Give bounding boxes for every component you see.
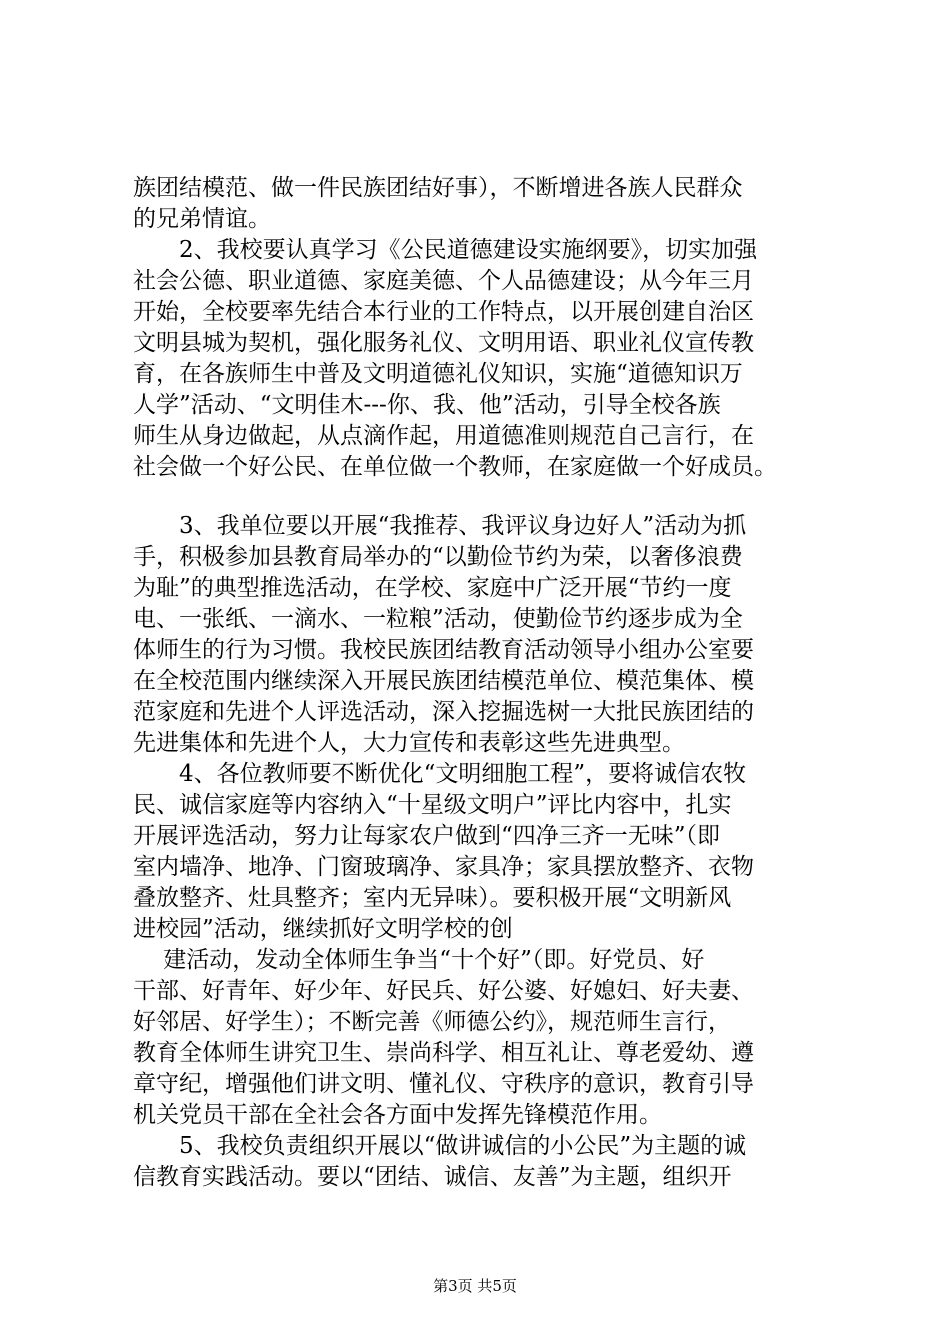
text-line: 叠放整齐、灶具整齐；室内无异味）。要积极开展“文明新风	[133, 885, 732, 911]
text-line: 社会公德、职业道德、家庭美德、个人品德建设；从今年三月	[133, 268, 754, 294]
text-line: 人学”活动、“文明佳木---你、我、他”活动，引导全校各族	[133, 392, 721, 418]
text-line: 先进集体和先进个人，大力宣传和表彰这些先进典型。	[133, 730, 685, 756]
text-line: 章守纪，增强他们讲文明、懂礼仪、守秩序的意识，教育引导	[133, 1071, 754, 1097]
text-line: 手，积极参加县教育局举办的“以勤俭节约为荣，以奢侈浪费	[133, 544, 743, 570]
text-line: 师生从身边做起，从点滴作起，用道德准则规范自己言行，在	[133, 423, 754, 449]
text-line: 育，在各族师生中普及文明道德礼仪知识，实施“道德知识万	[133, 361, 743, 387]
text-line: 4、各位教师要不断优化“文明细胞工程”，要将诚信农牧	[133, 761, 747, 787]
paragraph-break	[133, 483, 833, 511]
document-body	[133, 173, 833, 1193]
text-line: 民、诚信家庭等内容纳入“十星级文明户”评比内容中，扎实	[133, 792, 732, 818]
text-line: 开始，全校要率先结合本行业的工作特点，以开展创建自治区	[133, 299, 754, 325]
text-line: 信教育实践活动。要以“团结、诚信、友善”为主题，组织开	[133, 1164, 732, 1190]
text-line: 的兄弟情谊。	[133, 206, 271, 232]
text-line: 在全校范围内继续深入开展民族团结模范单位、模范集体、模	[133, 668, 754, 694]
text-line: 族团结模范、做一件民族团结好事），不断增进各族人民群众	[133, 175, 743, 201]
text-line: 5、我校负责组织开展以“做讲诚信的小公民”为主题的诚	[133, 1133, 747, 1159]
text-line: 范家庭和先进个人评选活动，深入挖掘选树一大批民族团结的	[133, 699, 754, 725]
text-line: 建活动，发动全体师生争当“十个好”（即。好党员、好	[133, 947, 705, 973]
text-line: 社会做一个好公民、在单位做一个教师，在家庭做一个好成员。	[133, 454, 777, 480]
text-line: 室内墙净、地净、门窗玻璃净、家具净；家具摆放整齐、衣物	[133, 854, 754, 880]
text-line: 体师生的行为习惯。我校民族团结教育活动领导小组办公室要	[133, 637, 754, 663]
text-line: 开展评选活动，努力让每家农户做到“四净三齐一无味”（即	[133, 823, 721, 849]
page-number-footer: 第3页 共5页	[433, 1277, 517, 1295]
text-line: 为耻”的典型推选活动，在学校、家庭中广泛开展“节约一度	[133, 575, 732, 601]
text-line: 好邻居、好学生）；不断完善《师德公约》，规范师生言行，	[133, 1009, 731, 1035]
text-line: 2、我校要认真学习《公民道德建设实施纲要》，切实加强	[133, 237, 758, 263]
text-line: 教育全体师生讲究卫生、崇尚科学、相互礼让、尊老爱幼、遵	[133, 1040, 754, 1066]
text-line: 进校园”活动，继续抓好文明学校的创	[133, 916, 513, 942]
text-line: 干部、好青年、好少年、好民兵、好公婆、好媳妇、好夫妻、	[133, 978, 754, 1004]
text-line: 机关党员干部在全社会各方面中发挥先锋模范作用。	[133, 1102, 662, 1128]
text-line: 3、我单位要以开展“我推荐、我评议身边好人”活动为抓	[133, 513, 747, 539]
text-line: 文明县城为契机，强化服务礼仪、文明用语、职业礼仪宣传教	[133, 330, 754, 356]
text-line: 电、一张纸、一滴水、一粒粮”活动，使勤俭节约逐步成为全	[133, 606, 743, 632]
